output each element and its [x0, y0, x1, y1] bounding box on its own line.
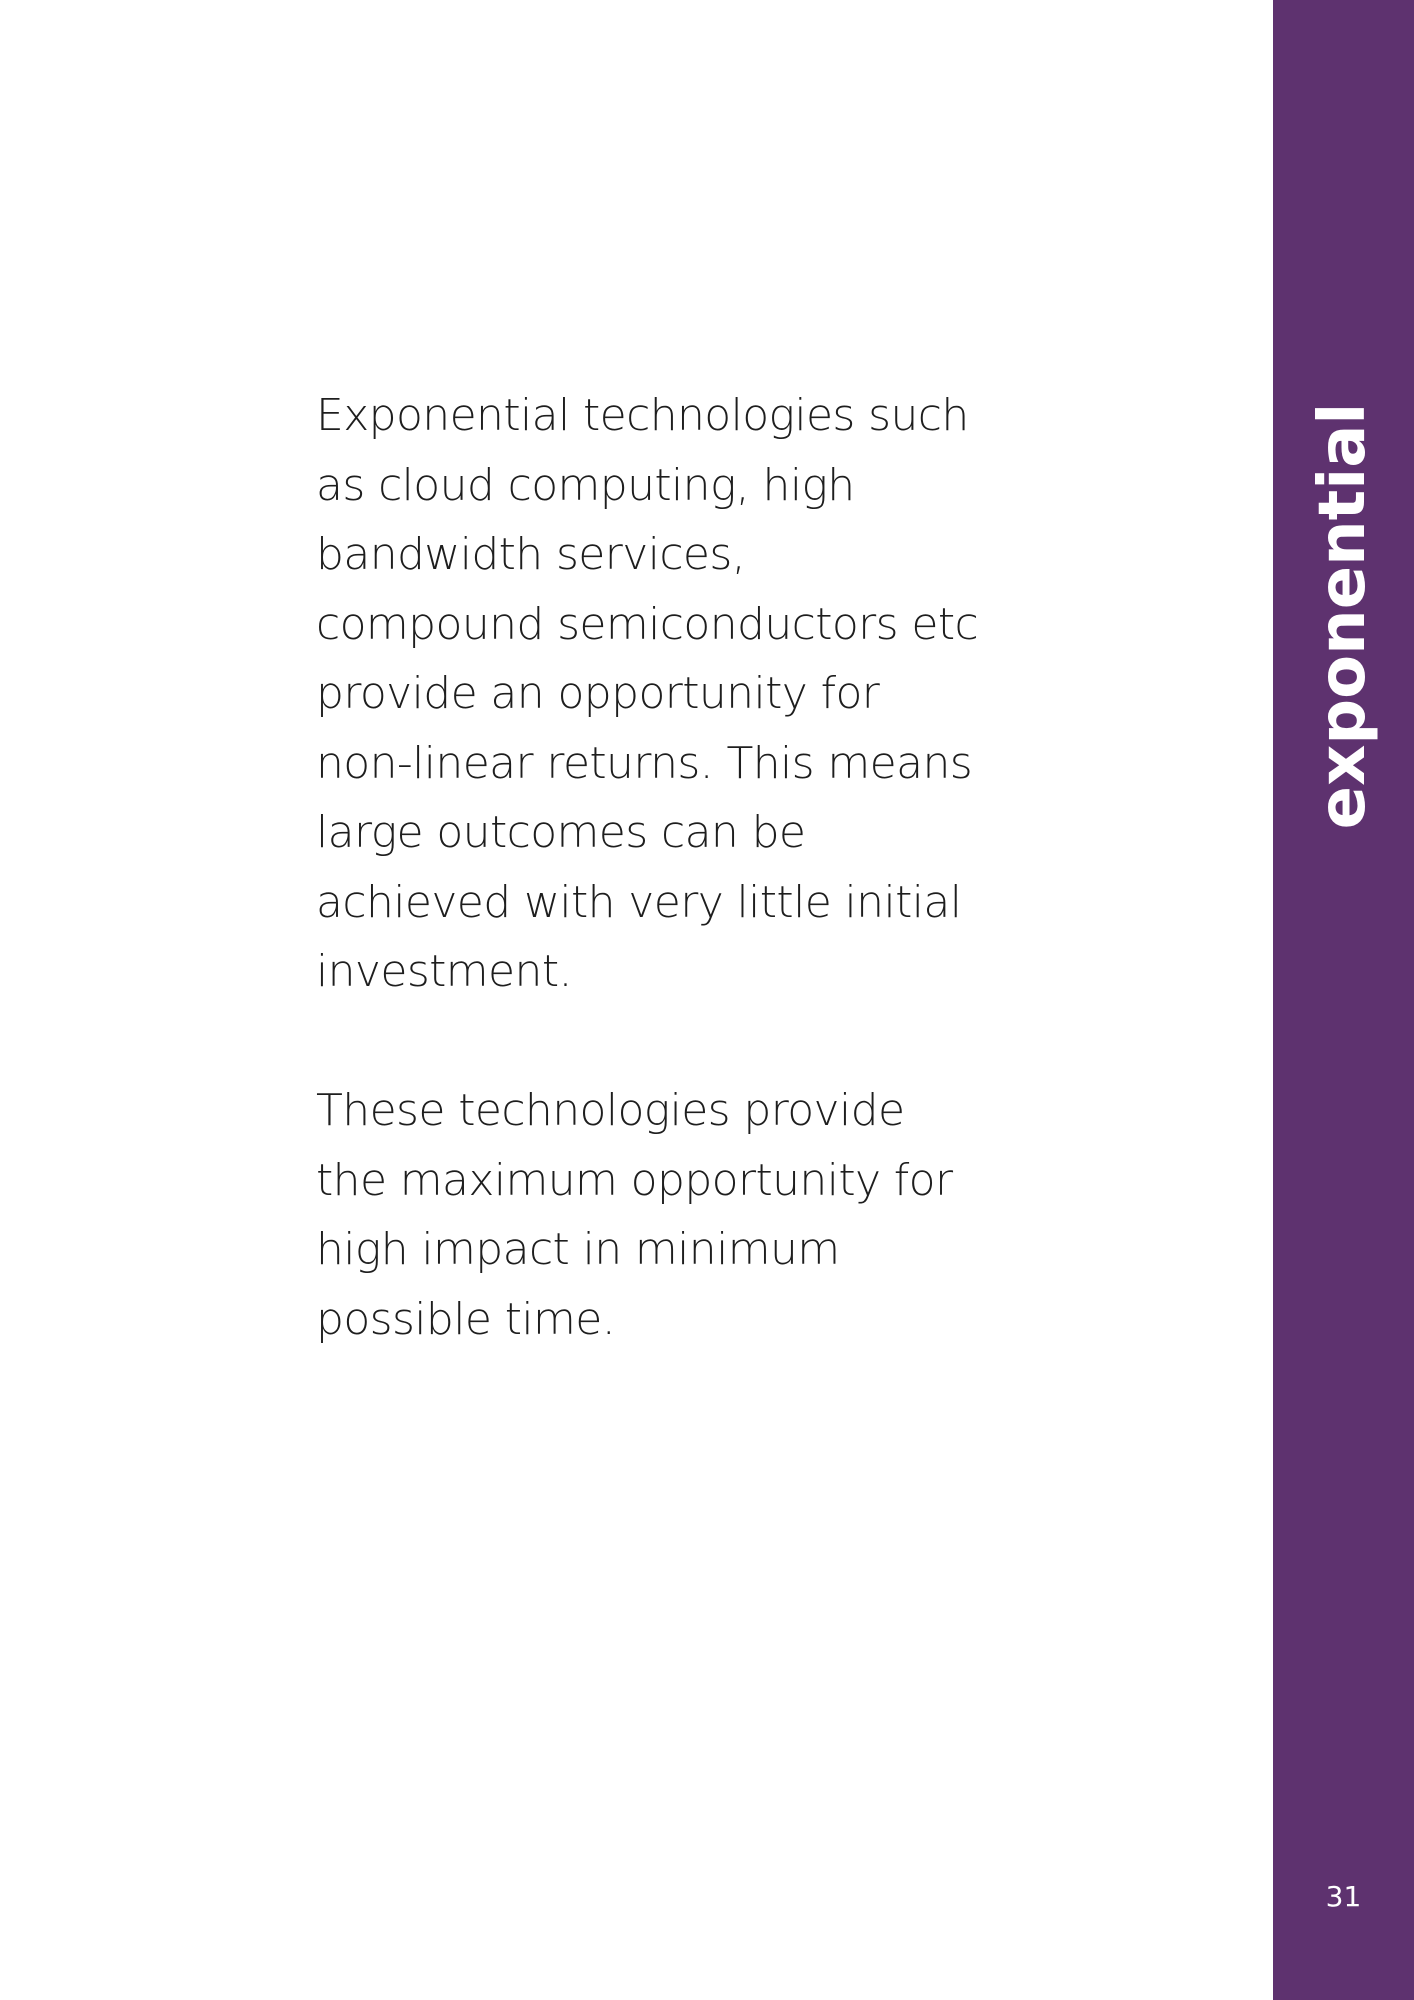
- side-band: [1273, 0, 1414, 2000]
- page-number: 31: [1325, 1880, 1362, 1913]
- paragraph-maximum-opportunity: These technologies provide the maximum opportunity for high impact in minimum possible time.: [316, 1085, 953, 1345]
- body-text: [316, 381, 996, 1354]
- section-title: exponential: [1306, 402, 1380, 830]
- paragraph-exponential-technologies: Exponential technologies such as cloud computing, high bandwidth services, compound semiconductors etc provide an opportunity for non-linear returns. This means large outcomes can be achieved with very little initial investment.: [316, 390, 979, 997]
